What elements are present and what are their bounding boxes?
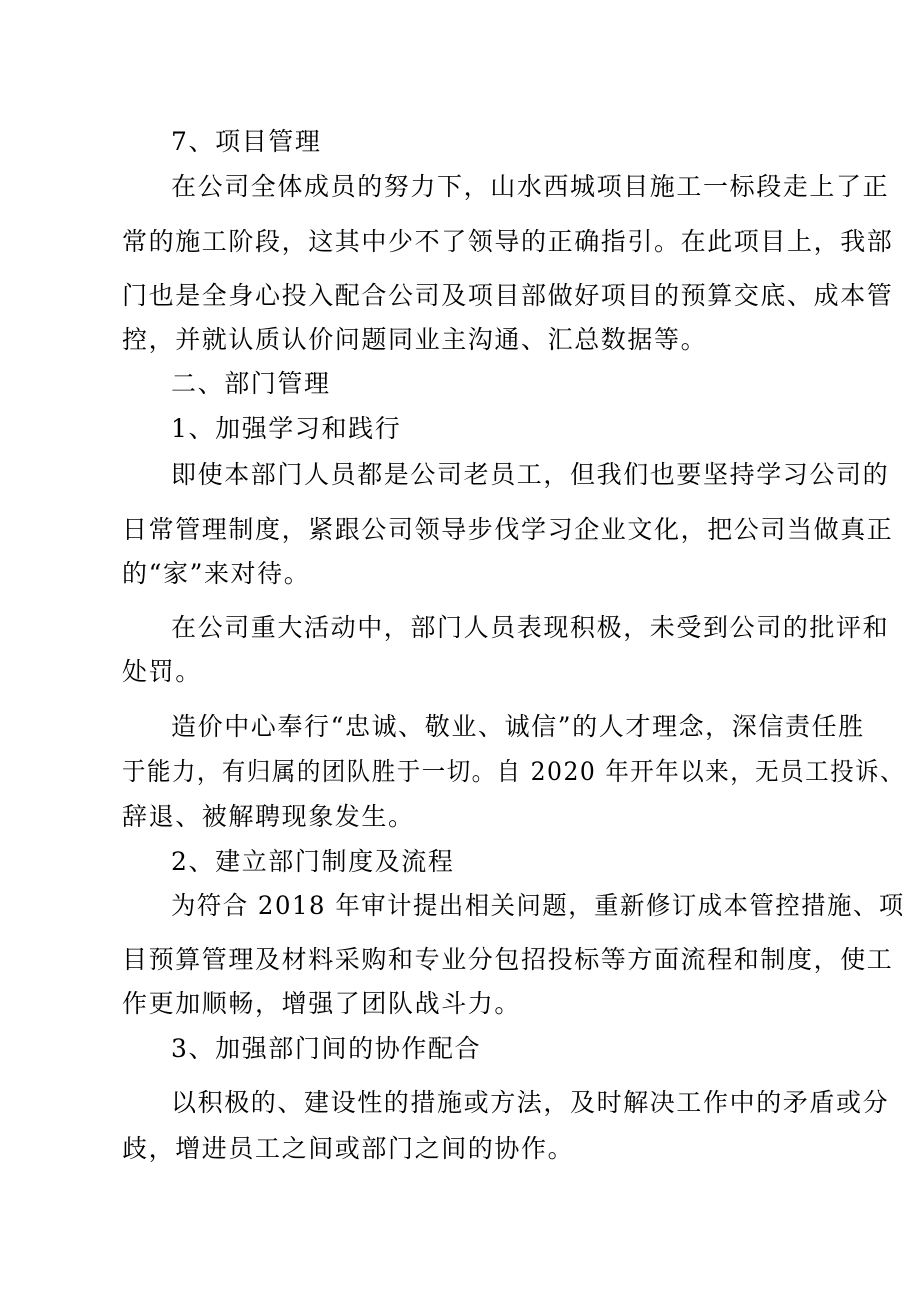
paragraph-line: 造价中心奉行“忠诚、敬业、诚信”的人才理念，深信责任胜 (171, 712, 865, 741)
paragraph-line: 的“家”来对待。 (122, 559, 311, 588)
paragraph-line: 目预算管理及材料采购和专业分包招投标等方面流程和制度，使工 (122, 945, 894, 974)
heading-department-process: 2、建立部门制度及流程 (171, 847, 455, 876)
paragraph-line: 控，并就认质认价问题同业主沟通、汇总数据等。 (122, 325, 708, 354)
paragraph-line: 歧，增进员工之间或部门之间的协作。 (122, 1134, 575, 1163)
paragraph-line: 即使本部门人员都是公司老员工，但我们也要坚持学习公司的 (171, 460, 890, 489)
heading-department-management: 二、部门管理 (171, 369, 331, 398)
heading-collaboration: 3、加强部门间的协作配合 (171, 1034, 482, 1063)
paragraph-line: 处罚。 (122, 657, 202, 686)
paragraph-line: 作更加顺畅，增强了团队战斗力。 (122, 989, 522, 1018)
paragraph-line: 在公司重大活动中，部门人员表现积极，未受到公司的批评和 (171, 613, 890, 642)
paragraph-line: 门也是全身心投入配合公司及项目部做好项目的预算交底、成本管 (122, 281, 894, 310)
paragraph-line: 于能力，有归属的团队胜于一切。自 2020 年开年以来，无员工投诉、 (122, 757, 906, 786)
paragraph-line: 常的施工阶段，这其中少不了领导的正确指引。在此项目上，我部 (122, 227, 894, 256)
paragraph-line: 在公司全体成员的努力下，山水西城项目施工一标段走上了正 (171, 172, 890, 201)
heading-project-management: 7、项目管理 (171, 127, 322, 156)
paragraph-line: 日常管理制度，紧跟公司领导步伐学习企业文化，把公司当做真正 (122, 515, 894, 544)
paragraph-line: 辞退、被解聘现象发生。 (122, 802, 415, 831)
heading-learning: 1、加强学习和践行 (171, 414, 402, 443)
paragraph-line: 以积极的、建设性的措施或方法，及时解决工作中的矛盾或分 (171, 1088, 890, 1117)
paragraph-line: 为符合 2018 年审计提出相关问题，重新修订成本管控措施、项 (171, 891, 905, 920)
